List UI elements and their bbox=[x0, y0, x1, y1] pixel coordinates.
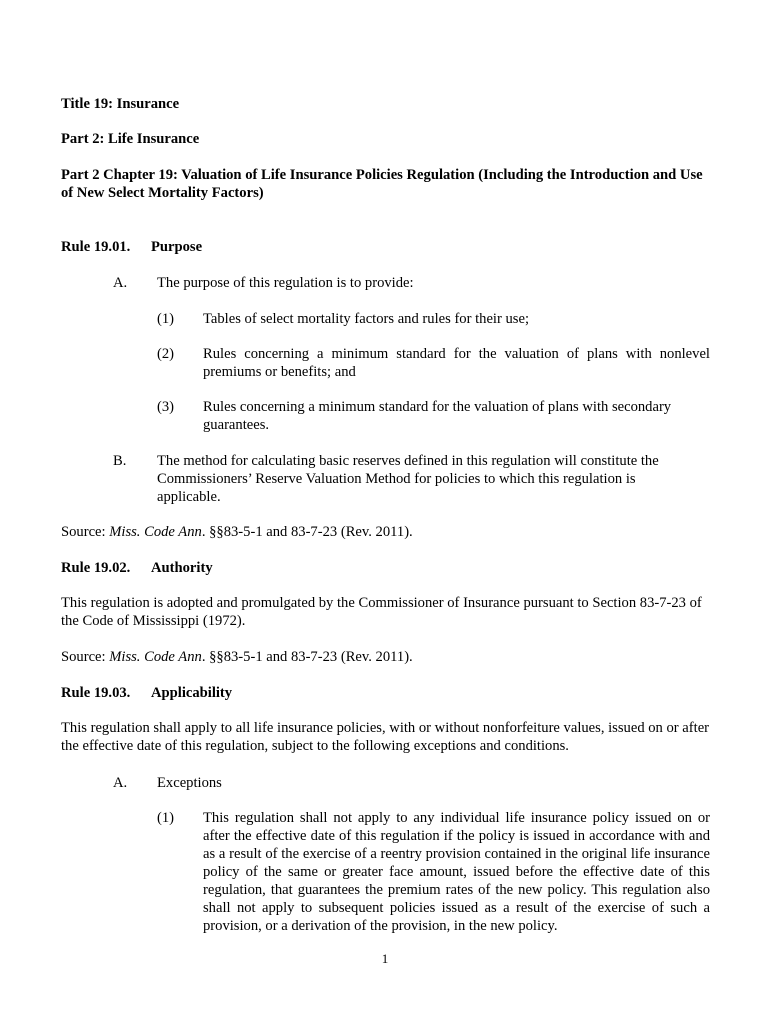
list-item-text: Rules concerning a minimum standard for the valuation of plans with nonlevel premiums or benefits; and bbox=[203, 346, 710, 380]
rule-19-03-heading bbox=[61, 684, 721, 702]
source-citation: Miss. Code Ann bbox=[109, 524, 202, 540]
list-item-marker: (1) bbox=[157, 810, 175, 826]
rule-19-03-text: This regulation shall apply to all life insurance policies, with or without nonforfeiture values, issued on or after the effective date of this regulation, subject to the following exceptions and conditions. bbox=[61, 720, 710, 754]
section-a-text: Exceptions bbox=[157, 775, 222, 791]
list-item-text: Rules concerning a minimum standard for the valuation of plans with secondary guarantees. bbox=[203, 399, 672, 433]
rule-19-02-heading bbox=[61, 559, 721, 577]
list-item-marker: (1) bbox=[157, 311, 175, 327]
rule-19-01-heading bbox=[61, 238, 721, 256]
rule-title: Purpose bbox=[151, 239, 203, 255]
source-line bbox=[61, 648, 721, 666]
source-line bbox=[61, 523, 721, 541]
rule-number: Rule 19.02. bbox=[61, 560, 131, 576]
list-item-text: This regulation shall not apply to any individual life insurance policy issued on or after the effective date of this regulation if the policy is issued in accordance with and as a result of the exercise of a reentry provision contained in the original life insurance policy of the same or greater face amount, issued before the effective date of this regulation, that guarantees the premium rates of the new policy. This regulation also shall not apply to subsequent policies issued as a result of the exercise of such a provision, or a derivation of the provision, in the new policy. bbox=[203, 810, 710, 934]
rule-19-02-text: This regulation is adopted and promulgated by the Commissioner of Insurance pursuant to Section 83-7-23 of the Code of Mississippi (1972). bbox=[61, 595, 702, 629]
section-a-marker: A. bbox=[113, 275, 128, 291]
list-item-marker: (2) bbox=[157, 346, 175, 362]
section-b-marker: B. bbox=[113, 453, 127, 469]
section-b-text: The method for calculating basic reserves defined in this regulation will constitute the Commissioners’ Reserve Valuation Method for policies to which this regulation is applicable. bbox=[157, 453, 659, 505]
rule-number: Rule 19.01. bbox=[61, 239, 131, 255]
list-item-marker: (3) bbox=[157, 399, 175, 415]
page-number: 1 bbox=[381, 951, 389, 966]
rule-number: Rule 19.03. bbox=[61, 685, 131, 701]
document-title: Title 19: Insurance bbox=[61, 96, 180, 112]
source-detail: . §§83-5-1 and 83-7-23 (Rev. 2011). bbox=[201, 524, 413, 540]
rule-title: Authority bbox=[151, 560, 213, 576]
source-citation: Miss. Code Ann bbox=[109, 649, 202, 665]
section-a-marker: A. bbox=[113, 775, 128, 791]
part-heading: Part 2: Life Insurance bbox=[61, 131, 200, 147]
list-item-text: Tables of select mortality factors and rules for their use; bbox=[203, 311, 530, 327]
source-label: Source: bbox=[61, 524, 110, 540]
rule-title: Applicability bbox=[151, 685, 233, 701]
source-label: Source: bbox=[61, 649, 110, 665]
section-a-text: The purpose of this regulation is to provide: bbox=[157, 275, 414, 291]
chapter-heading: Part 2 Chapter 19: Valuation of Life Insurance Policies Regulation (Including the Introduction and Use of New Select Mortality Factors) bbox=[61, 167, 703, 201]
source-detail: . §§83-5-1 and 83-7-23 (Rev. 2011). bbox=[201, 649, 413, 665]
